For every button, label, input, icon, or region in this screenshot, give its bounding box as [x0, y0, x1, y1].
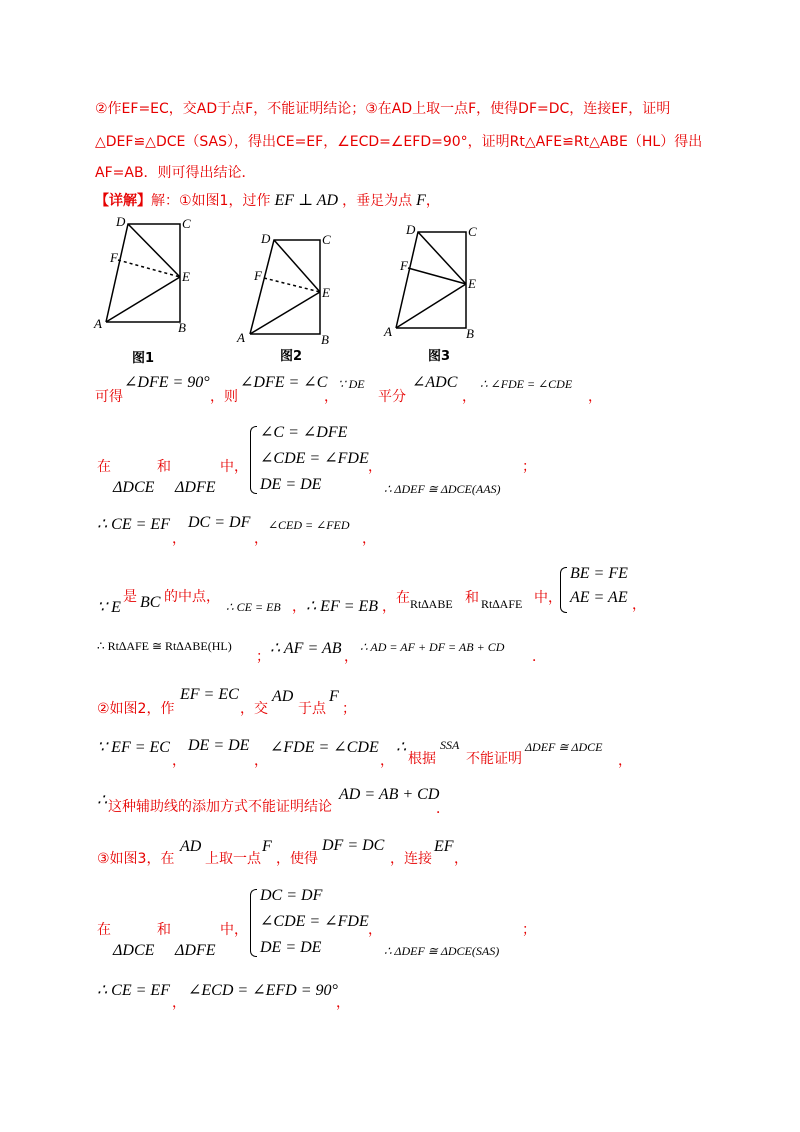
- s9-m4: EF: [434, 838, 454, 855]
- fig1-label-E: E: [182, 269, 190, 284]
- s10-tri1: ΔDCE: [113, 942, 155, 959]
- detail-F: F: [416, 192, 426, 209]
- s4-m6: Rt∆AFE: [481, 597, 523, 611]
- fig3-label-E: E: [468, 276, 476, 291]
- fig1-label-D: D: [116, 214, 126, 229]
- s7-m6: ΔDEF ≅ ΔDCE: [525, 740, 603, 754]
- s4-t5: 中，: [534, 590, 562, 606]
- s4-m1: ∵ E: [97, 599, 121, 616]
- fig2-label-B: B: [321, 332, 329, 347]
- s3-c1: ，: [172, 531, 186, 547]
- s1-m2: ∠DFE = ∠C: [240, 374, 328, 391]
- s2-he: 和: [157, 459, 171, 475]
- s8-m1: ∴: [97, 792, 108, 809]
- s9-m1: AD: [180, 838, 202, 855]
- fig1-label-F: F: [110, 250, 118, 265]
- s1-m1: ∠DFE = 90°: [124, 374, 210, 391]
- s1-t3: ，: [324, 389, 338, 405]
- detail-line: [95, 190, 440, 210]
- fig3-caption: 图3: [428, 349, 451, 364]
- s6-t1: ②如图2，作: [97, 701, 175, 717]
- s10-zhong: 中，: [220, 922, 248, 938]
- s4-c3: ，: [632, 597, 646, 613]
- fig3-label-D: D: [406, 222, 416, 237]
- s5-m1: ∴ Rt∆AFE ≅ Rt∆ABE(HL): [97, 639, 232, 653]
- s7-m4: ∴: [396, 739, 407, 756]
- s10-zai: 在: [97, 922, 111, 938]
- s4-c1: ，: [292, 599, 306, 615]
- detail-text: 解：①如图1，过作: [151, 193, 271, 209]
- s2-conclusion: ∴ ΔDEF ≅ ΔDCE(AAS): [384, 482, 501, 496]
- s5-c1: ；: [256, 649, 270, 665]
- s2-eq1: ∠C = ∠DFE: [260, 424, 348, 441]
- detail-text-2: ，垂足为点: [342, 193, 413, 209]
- s5-m2: ∴ AF = AB: [270, 640, 342, 657]
- s1-m3: ∵ DE: [338, 377, 365, 391]
- s8-t1: 这种辅助线的添加方式不能证明结论: [108, 799, 332, 815]
- s5-c3: ．: [532, 649, 546, 665]
- s7-c2: ，: [254, 753, 268, 769]
- s3-m1: ∴ CE = EF: [97, 516, 170, 533]
- fig1-caption: 图1: [132, 351, 155, 366]
- s2-brace: [250, 426, 257, 494]
- s4-eq2: AE = AE: [570, 589, 628, 606]
- s10-he: 和: [157, 922, 171, 938]
- s4-c2: ，: [382, 599, 396, 615]
- fig3-label-F: F: [400, 258, 408, 273]
- s1-t2: ，则: [210, 389, 238, 405]
- s2-eq2: ∠CDE = ∠FDE: [260, 450, 369, 467]
- s6-t2: ，交: [240, 701, 268, 717]
- s4-m5: Rt∆ABE: [410, 597, 453, 611]
- s9-t3: ，使得: [276, 851, 318, 867]
- s10-conclusion: ∴ ΔDEF ≅ ΔDCE(SAS): [384, 944, 500, 958]
- s2-semi: ；: [522, 459, 536, 475]
- s10-eq1: DC = DF: [260, 887, 323, 904]
- s1-t5: ，: [462, 389, 476, 405]
- s3-m3: ∠CED = ∠FED: [268, 518, 350, 532]
- s7-m2: DE = DE: [188, 737, 250, 754]
- s7-m3: ∠FDE = ∠CDE: [270, 739, 379, 756]
- s1-t6: ，: [588, 389, 602, 405]
- s11-c1: ，: [172, 995, 186, 1011]
- s10-eq3: DE = DE: [260, 939, 322, 956]
- fig2-label-F: F: [254, 268, 262, 283]
- s8-m2: AD = AB + CD: [339, 786, 440, 803]
- s9-t1: ③如图3，在: [97, 851, 175, 867]
- s7-t2: 不能证明: [466, 751, 522, 767]
- s9-t2: 上取一点: [205, 851, 261, 867]
- s4-m2: BC: [140, 594, 161, 611]
- fig1-label-A: A: [94, 316, 102, 331]
- s7-c1: ，: [172, 753, 186, 769]
- s3-m2: DC = DF: [188, 514, 251, 531]
- s6-m3: F: [329, 688, 339, 705]
- s7-c4: ，: [618, 753, 632, 769]
- intro-line-2: △DEF≌△DCE（SAS），得出CE=EF，∠ECD=∠EFD=90°，证明Rt△AFE≌Rt△ABE（HL）得出: [95, 134, 703, 150]
- s4-t4: 和: [465, 590, 479, 606]
- s5-c2: ，: [344, 649, 358, 665]
- s4-t2: 的中点，: [164, 589, 220, 605]
- s4-eq1: BE = FE: [570, 565, 628, 582]
- s8-c1: ．: [436, 801, 450, 817]
- s10-eq2: ∠CDE = ∠FDE: [260, 913, 369, 930]
- s11-m1: ∴ CE = EF: [97, 982, 170, 999]
- s5-m3: ∴ AD = AF + DF = AB + CD: [360, 640, 505, 654]
- fig2-label-A: A: [237, 330, 245, 345]
- s4-system: [570, 562, 628, 610]
- s9-t5: ，: [454, 851, 468, 867]
- s10-comma: ，: [368, 922, 382, 938]
- figure-1: [90, 212, 200, 372]
- s11-m2: ∠ECD = ∠EFD = 90°: [188, 982, 338, 999]
- fig1-label-C: C: [182, 216, 191, 231]
- fig3-label-C: C: [468, 224, 477, 239]
- s4-t1: 是: [123, 589, 137, 605]
- s10-tri2: ΔDFE: [175, 942, 216, 959]
- s7-m5: SSA: [440, 738, 460, 752]
- s4-m4: ∴ EF = EB: [306, 598, 379, 615]
- s10-brace: [250, 889, 257, 957]
- fig2-label-D: D: [261, 231, 271, 246]
- s9-t4: ，连接: [390, 851, 432, 867]
- s2-tri2: ΔDFE: [175, 479, 216, 496]
- s10-system: [260, 883, 369, 961]
- s9-m3: DF = DC: [322, 837, 385, 854]
- s3-c2: ，: [254, 531, 268, 547]
- fig2-label-E: E: [322, 285, 330, 300]
- s2-zhong: 中，: [220, 459, 248, 475]
- s3-c3: ，: [362, 531, 376, 547]
- s2-tri1: ΔDCE: [113, 479, 155, 496]
- s4-brace: [560, 567, 567, 613]
- s4-t3: 在: [396, 590, 410, 606]
- s7-t1: 根据: [408, 751, 436, 767]
- s6-t4: ；: [342, 701, 356, 717]
- s2-system: [260, 420, 369, 498]
- s6-t3: 于点: [298, 701, 326, 717]
- s7-m1: ∵ EF = EC: [97, 739, 170, 756]
- s1-m5: ∴ ∠FDE = ∠CDE: [480, 377, 573, 391]
- s1-t4: 平分: [378, 389, 406, 405]
- s11-c2: ，: [336, 995, 350, 1011]
- s6-m2: AD: [272, 688, 294, 705]
- detail-math: EF ⊥ AD: [274, 192, 339, 209]
- detail-end: ，: [425, 193, 440, 209]
- s1-m4: ∠ADC: [412, 374, 458, 391]
- fig3-label-B: B: [466, 326, 474, 341]
- figure-2: [232, 226, 347, 372]
- detail-heading: 【详解】: [95, 193, 151, 209]
- intro-line-3: AF=AB．则可得出结论．: [95, 165, 256, 181]
- fig2-caption: 图2: [280, 349, 303, 364]
- s10-semi: ；: [522, 922, 536, 938]
- s6-m1: EF = EC: [180, 686, 239, 703]
- s9-m2: F: [262, 838, 272, 855]
- s7-c3: ，: [380, 753, 394, 769]
- fig3-label-A: A: [384, 324, 392, 339]
- s2-comma: ，: [368, 459, 382, 475]
- figure-3: [382, 218, 497, 372]
- s2-eq3: DE = DE: [260, 476, 322, 493]
- intro-line-1: ②作EF=EC，交AD于点F，不能证明结论；③在AD上取一点F，使得DF=DC，连接EF，证明: [95, 101, 671, 117]
- fig1-label-B: B: [178, 320, 186, 335]
- fig2-label-C: C: [322, 232, 331, 247]
- s2-zai: 在: [97, 459, 111, 475]
- s4-m3: ∴ CE = EB: [226, 600, 281, 614]
- s1-t1: 可得: [95, 389, 123, 405]
